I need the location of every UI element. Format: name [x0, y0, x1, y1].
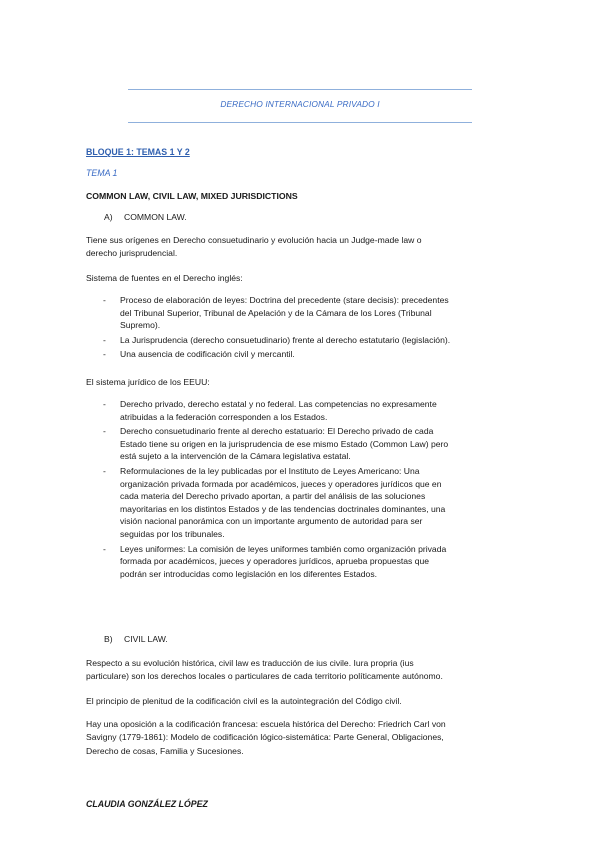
list-item-line: podrán ser introducidas como legislación en los diferentes Estados. [120, 568, 378, 579]
paragraph-line: particulare) son los derechos locales o particulares de cada territorio políticamente autónomo. [86, 671, 443, 682]
subsection-b [104, 633, 168, 646]
list-item [86, 398, 526, 423]
paragraph-line: El principio de plenitud de la codificación civil es la autointegración del Código civil. [86, 696, 402, 706]
header-rule-bottom [128, 122, 472, 123]
list-item-line: Leyes uniformes: La comisión de leyes uniformes también como organización privada [120, 543, 447, 554]
paragraph-plenitud [86, 695, 526, 708]
list-item [86, 543, 526, 581]
section-title: COMMON LAW, CIVIL LAW, MIXED JURISDICTIONS [86, 191, 298, 201]
list-item-line: Estado tiene su origen en la jurisprudencia de ese mismo Estado (Common Law) pero [120, 438, 449, 449]
list-item-line: cada materia del Derecho privado aportan, a partir del análisis de las soluciones [120, 491, 426, 502]
subsection-a [104, 211, 187, 224]
paragraph-codificacion [86, 718, 526, 758]
list-item-line: está sujeto a la intervención de la Cámara legislativa estatal. [120, 451, 351, 462]
bullet-dash: - [103, 334, 106, 345]
header-rule-top [128, 89, 472, 90]
list-item [86, 465, 526, 541]
list-item-line: Reformulaciones de la ley publicadas por el Instituto de Leyes Americano: Una [120, 465, 420, 476]
list-item [86, 334, 526, 347]
bloque-heading: BLOQUE 1: TEMAS 1 Y 2 [86, 147, 190, 157]
list-item-line: Una ausencia de codificación civil y mercantil. [120, 349, 295, 360]
subsection-a-title: COMMON LAW. [123, 212, 187, 222]
bullet-dash: - [103, 399, 106, 409]
bullet-dash: - [103, 349, 106, 360]
subsection-a-letter: A) [104, 212, 113, 222]
tema-heading: TEMA 1 [86, 168, 118, 178]
bullet-dash: - [103, 426, 106, 437]
list-item [86, 294, 526, 332]
eeuu-list [86, 398, 526, 582]
bullet-dash: - [103, 543, 106, 554]
list-item-line: organización privada formada por académicos, jueces y operadores jurídicos que en [120, 478, 442, 489]
eeuu-intro: El sistema jurídico de los EEUU: [86, 377, 210, 387]
bullet-dash: - [103, 295, 106, 305]
subsection-b-letter: B) [104, 634, 113, 644]
list-item-line: visión nacional panorámica con un importante argumento de autoridad para ser [120, 516, 423, 527]
paragraph-line: Hay una oposición a la codificación francesa: escuela histórica del Derecho: Friedrich Carl von [86, 719, 446, 729]
list-item-line: formada por académicos, jueces y operadores jurídicos, aprueba propuestas que [120, 556, 430, 567]
list-item-line: Supremo). [120, 320, 161, 331]
subsection-b-title: CIVIL LAW. [123, 634, 168, 644]
footer-author: CLAUDIA GONZÁLEZ LÓPEZ [86, 799, 208, 809]
paragraph-line: Savigny (1779-1861): Modelo de codificación lógico-sistemática: Parte General, Obligaciones, [86, 732, 444, 743]
list-item-line: mayoritarias en los distintos Estados y de las tendencias doctrinales dominantes, una [120, 503, 446, 514]
paragraph-line: Derecho de cosas, Familia y Sucesiones. [86, 745, 244, 756]
list-item-line: Derecho consuetudinario frente al derecho estatuario: El Derecho privado de cada [120, 426, 434, 437]
list-item-line: Proceso de elaboración de leyes: Doctrina del precedente (stare decisis): precedentes [120, 295, 449, 305]
fuentes-intro: Sistema de fuentes en el Derecho inglés: [86, 273, 243, 283]
list-item [86, 425, 526, 463]
paragraph-line: derecho jurisprudencial. [86, 248, 178, 259]
list-item-line: del Tribunal Superior, Tribunal de Apelación y de la Cámara de los Lores (Tribunal [120, 307, 432, 318]
fuentes-list [86, 294, 526, 363]
header-title: DERECHO INTERNACIONAL PRIVADO I [220, 99, 380, 109]
list-item-line: Derecho privado, derecho estatal y no federal. Las competencias no expresamente [120, 399, 437, 409]
list-item-line: atribuidas a la federación corresponden a los Estados. [120, 411, 328, 422]
paragraph-line: Tiene sus orígenes en Derecho consuetudinario y evolución hacia un Judge-made law o [86, 235, 422, 245]
list-item [86, 348, 526, 361]
list-item-line: seguidas por los tribunales. [120, 528, 225, 539]
bullet-dash: - [103, 465, 106, 476]
paragraph-civil-law-history [86, 657, 526, 684]
list-item-line: La Jurisprudencia (derecho consuetudinario) frente al derecho estatutario (legislación). [120, 334, 451, 345]
paragraph-line: Respecto a su evolución histórica, civil law es traducción de ius civile. Iura propria (ius [86, 658, 414, 668]
paragraph-common-law-origin [86, 234, 526, 261]
